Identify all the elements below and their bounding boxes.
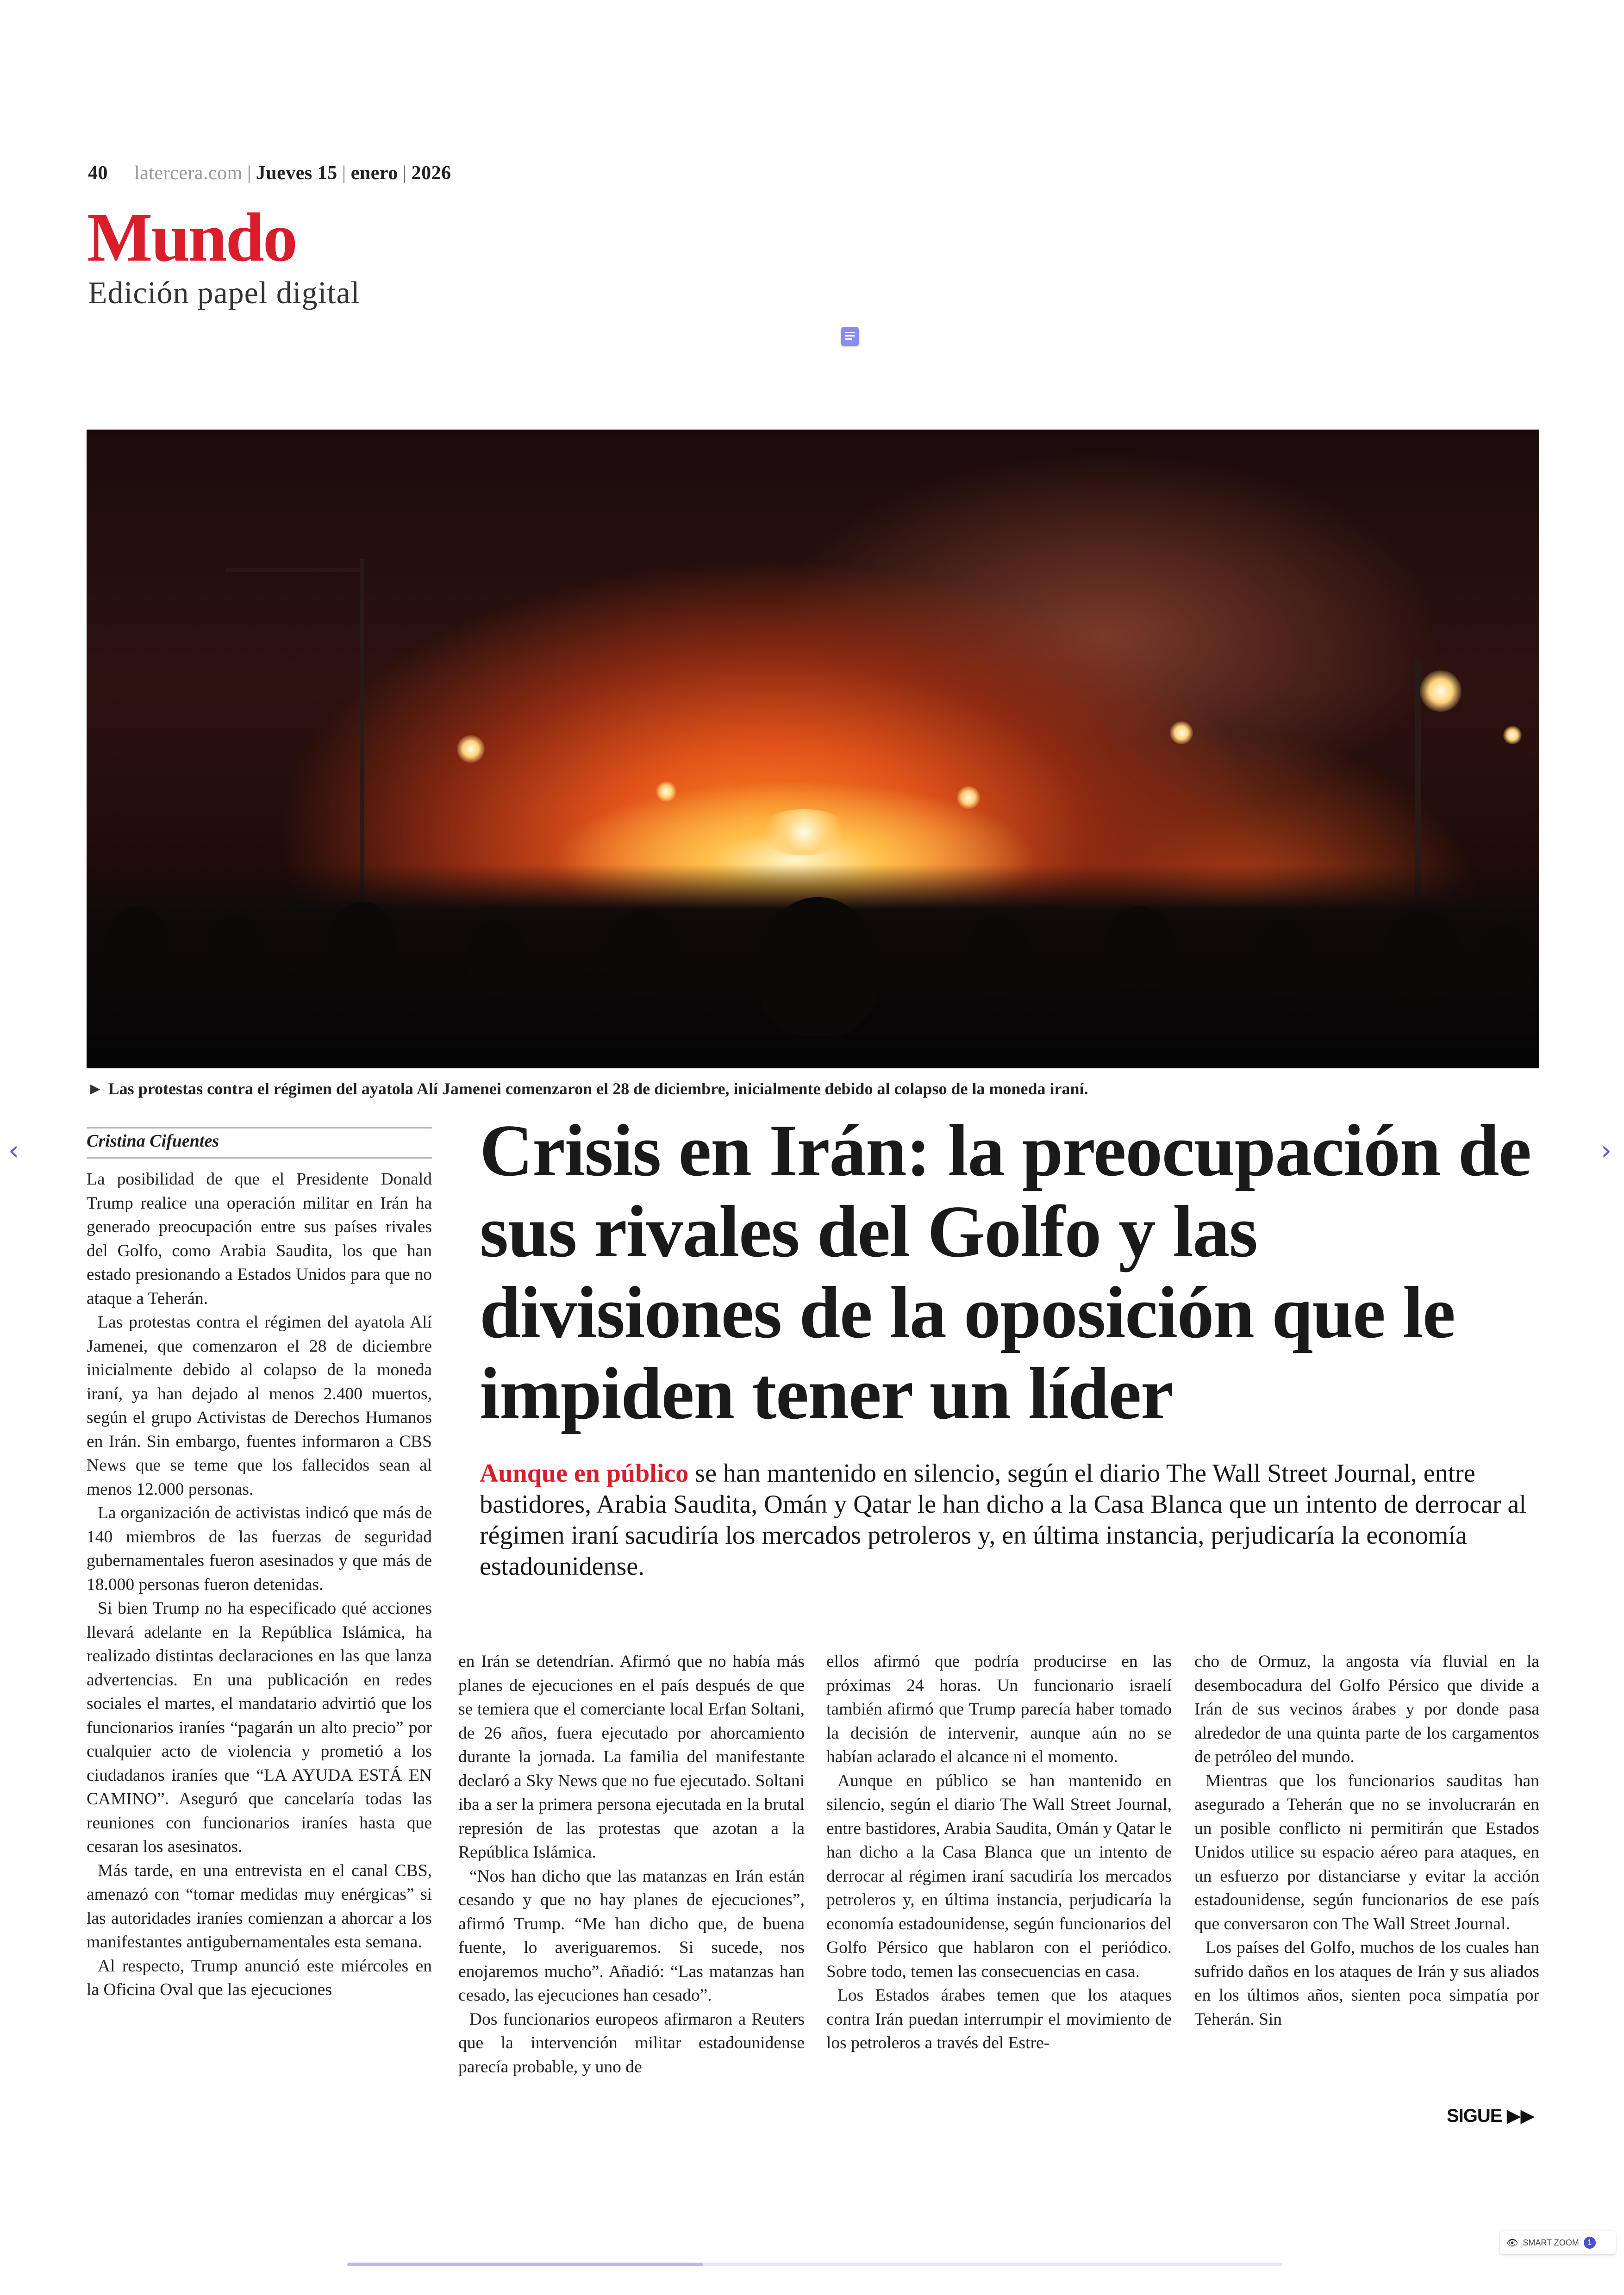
year: 2026 [411, 162, 451, 184]
page-header-line: 40 latercera.com | Jueves 15 | enero | 2026 [88, 162, 451, 184]
page-progress-bar[interactable] [347, 2263, 1282, 2266]
paragraph: Al respecto, Trump anunció este miércoles en la Oficina Oval que las ejecuciones [87, 1956, 432, 1999]
protest-photo [87, 430, 1539, 1068]
paragraph: La posibilidad de que el Presidente Donald Trump realice una operación militar en Irán ha generado preocupación entre sus países rivales del Golfo, como Arabia Saudita, los que han estado presionando a Estados Unidos para que no ataque a Teherán. [87, 1170, 432, 1308]
next-page-arrow-icon[interactable]: › [1601, 1135, 1612, 1166]
byline-rule-top [87, 1127, 432, 1129]
section-title: Mundo [87, 199, 296, 276]
paragraph: en Irán se detendrían. Afirmó que no había más planes de ejecuciones en el país después de que se temiera que el comerciante local Erfan Soltani, de 26 años, fuera ejecutado por ahorcamiento durante la jornada. La familia del manifestante declaró a Sky News que no fue ejecutado. Soltani iba a ser la primera persona ejecutada en la brutal represión de las protestas que azotan a la República Islámica. [458, 1652, 805, 1862]
paragraph: “Nos han dicho que las matanzas en Irán están cesando y que no hay planes de ejecuciones”, afirmó Trump. “Me han dicho que, de buena fuente, lo averiguaremos. Si sucede, nos enojaremos mucho”. Añadió: “Las matanzas han cesado, las ejecuciones han cesado”. [458, 1866, 805, 2005]
eye-icon: 👁 [1506, 2238, 1518, 2248]
month: enero [350, 162, 398, 184]
paragraph: Mientras que los funcionarios sauditas han asegurado a Teherán que no se involucrarán en un posible conflicto ni permitirán que Estados Unidos utilice su espacio aéreo para ataques, en un esfuerzo por distanciarse y evitar la acción estadounidense, según funcionarios de ese país que conversaron con The Wall Street Journal. [1194, 1771, 1539, 1933]
continues-label: SIGUE ▶▶ [1447, 2106, 1535, 2126]
day: 15 [317, 162, 337, 184]
lead-highlight: Aunque en público [480, 1459, 689, 1488]
body-column-4 [1194, 1650, 1539, 2031]
prev-page-arrow-icon[interactable]: ‹ [8, 1135, 19, 1166]
annotation-note-icon[interactable] [841, 327, 859, 346]
body-column-1 [87, 1167, 432, 2002]
caption-marker-icon: ► [87, 1079, 104, 1098]
body-column-3 [826, 1650, 1172, 2055]
photo-caption: ► Las protestas contra el régimen del ayatola Alí Jamenei comenzaron el 28 de diciembre, inicialmente debido al colapso de la moneda iraní. [87, 1079, 1088, 1098]
site-name: latercera.com [134, 162, 243, 184]
paragraph: Los países del Golfo, muchos de los cuales han sufrido daños en los ataques de Irán y sus aliados en los últimos años, sienten poca simpatía por Teherán. Sin [1194, 1938, 1539, 2029]
paragraph: ellos afirmó que podría producirse en las próximas 24 horas. Un funcionario israelí también afirmó que Trump parecía haber tomado la decisión de intervenir, aunque aún no se habían aclarado el alcance ni el momento. [826, 1652, 1172, 1766]
smart-zoom-badge: 1 [1584, 2237, 1596, 2249]
headline: Crisis en Irán: la preocupación de sus rivales del Golfo y las divisiones de la oposición que le impiden tener un líder [480, 1109, 1531, 1434]
body-column-2 [458, 1650, 805, 2079]
paragraph: Si bien Trump no ha especificado qué acciones llevará adelante en la República Islámica, ha realizado distintas declaraciones en las que lanza advertencias. En una publicación en redes sociales el martes, el mandatario advirtió que los funcionarios iraníes “pagarán un alto precio” por cualquier acto de violencia y prometió a los ciudadanos iraníes que “LA AYUDA ESTÁ EN CAMINO”. Aseguró que cancelaría todas las reuniones con funcionarios iraníes hasta que cesaran los asesinatos. [87, 1599, 432, 1856]
edition-subtitle: Edición papel digital [88, 275, 360, 310]
paragraph: Los Estados árabes temen que los ataques contra Irán puedan interrumpir el movimiento de los petroleros a través del Estre- [826, 1986, 1172, 2052]
smart-zoom-button[interactable] [1500, 2231, 1616, 2254]
page-progress-fill [347, 2263, 703, 2266]
paragraph: Más tarde, en una entrevista en el canal CBS, amenazó con “tomar medidas muy enérgicas” si las autoridades iraníes comienzan a ahorcar a los manifestantes antigubernamentales esta semana. [87, 1861, 432, 1952]
paragraph: Dos funcionarios europeos afirmaron a Reuters que la intervención militar estadounidense parecía probable, y uno de [458, 2009, 805, 2077]
paragraph: La organización de activistas indicó que más de 140 miembros de las fuerzas de seguridad gubernamentales fueron asesinados y que más de 18.000 personas fueron detenidas. [87, 1503, 432, 1594]
paragraph: Las protestas contra el régimen del ayatola Alí Jamenei, que comenzaron el 28 de diciembre inicialmente debido al colapso de la moneda iraní, ya han dejado al menos 2.400 muertos, según el grupo Activistas de Derechos Humanos en Irán. Sin embargo, fuentes informaron a CBS News que se teme que los fallecidos sean al menos 12.000 personas. [87, 1313, 432, 1499]
byline-rule-bottom [87, 1157, 432, 1159]
paragraph: Aunque en público se han mantenido en silencio, según el diario The Wall Street Journal, entre bastidores, Arabia Saudita, Omán y Qatar le han dicho a la Casa Blanca que un intento de derrocar al régimen iraní sacudiría los mercados petroleros y, en última instancia, perjudicaría la economía estadounidense, según funcionarios del Golfo Pérsico que hablaron con el periódico. Sobre todo, temen las consecuencias en casa. [826, 1771, 1172, 1981]
byline: Cristina Cifuentes [87, 1131, 219, 1151]
smart-zoom-label: SMART ZOOM [1523, 2238, 1579, 2247]
page-number: 40 [88, 162, 108, 184]
lead-paragraph: Aunque en público se han mantenido en silencio, según el diario The Wall Street Journal, entre bastidores, Arabia Saudita, Omán y Qatar le han dicho a la Casa Blanca que un intento de derrocar al régimen iraní sacudiría los mercados petroleros y, en última instancia, perjudicaría la economía estadounidense. [480, 1459, 1526, 1581]
weekday: Jueves [256, 162, 312, 184]
paragraph: cho de Ormuz, la angosta vía fluvial en la desembocadura del Golfo Pérsico que divide a Irán de sus vecinos árabes y por donde pasa alrededor de una quinta parte de los cargamentos de petróleo del mundo. [1194, 1652, 1539, 1766]
